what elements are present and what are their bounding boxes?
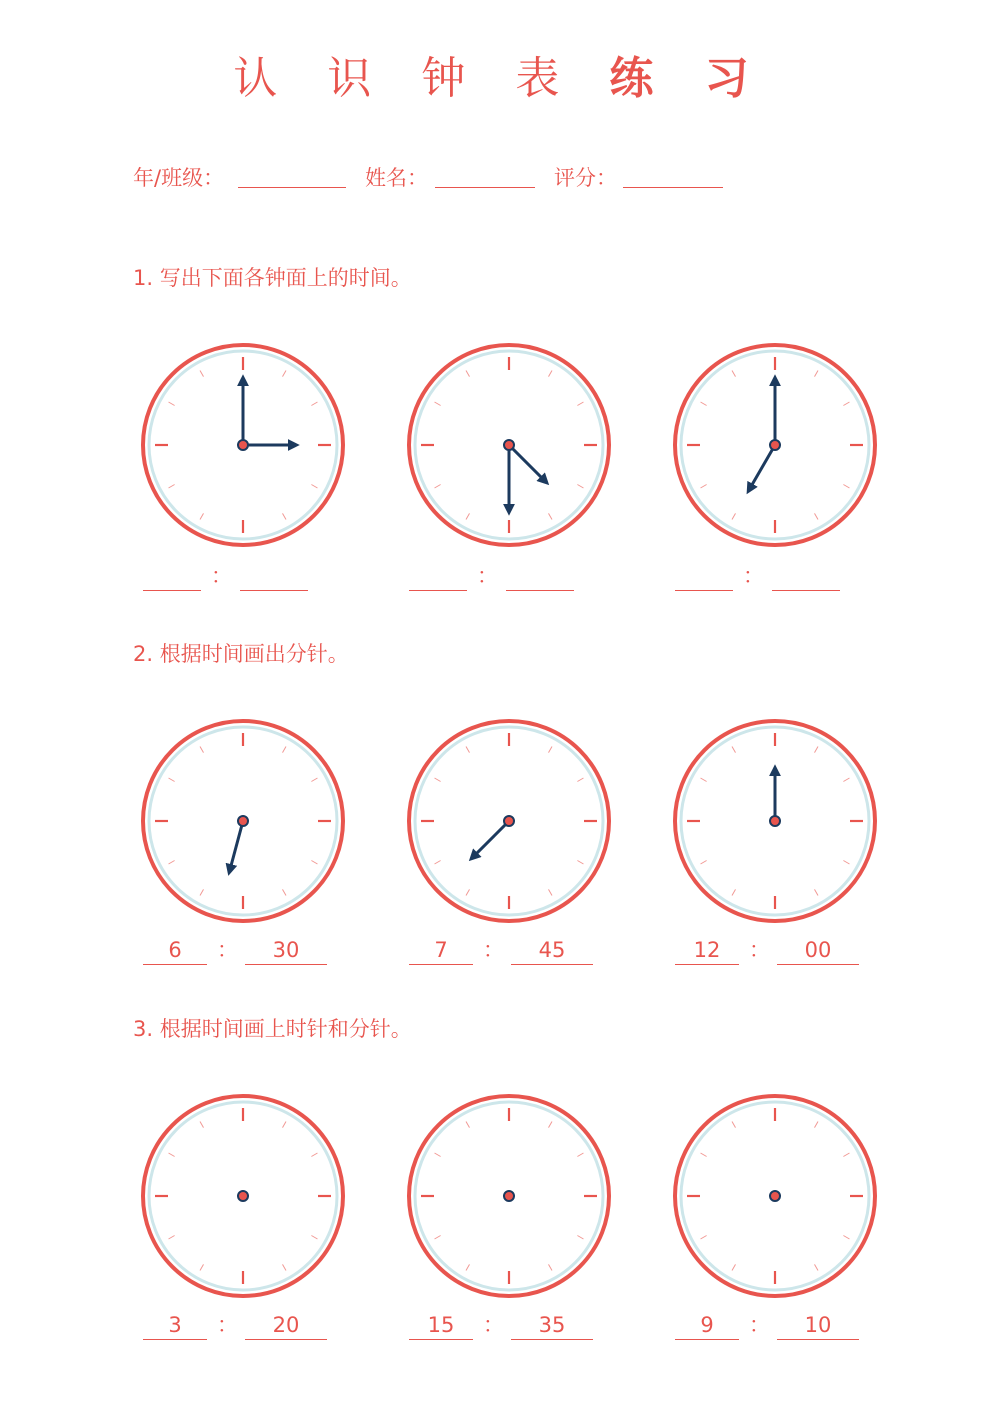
hour-tick [169, 861, 175, 865]
hour-tick [435, 485, 441, 489]
hour-tick [843, 861, 849, 865]
clock-face[interactable] [670, 716, 880, 926]
hour-tick [732, 747, 736, 753]
clock-center [504, 440, 514, 450]
score-label: 评分： [554, 166, 617, 190]
clock-face[interactable] [670, 340, 880, 550]
hour-tick [200, 513, 204, 519]
clock-center [504, 816, 514, 826]
minutes-field[interactable] [772, 562, 840, 591]
minutes-field[interactable]: 20 [245, 1311, 327, 1340]
hour-tick [843, 402, 849, 406]
time-colon: ： [483, 1313, 504, 1337]
clock-face[interactable] [138, 716, 348, 926]
hours-field[interactable]: 15 [409, 1311, 473, 1340]
time-answer [409, 562, 639, 592]
hour-tick [200, 1122, 204, 1128]
hour-tick [283, 747, 287, 753]
hour-tick [815, 1264, 819, 1270]
clock-center [770, 1191, 780, 1201]
hour-tick [577, 861, 583, 865]
hour-tick [732, 371, 736, 377]
clock-face[interactable] [670, 1091, 880, 1301]
hour-tick [815, 1122, 819, 1128]
time-answer [675, 562, 905, 592]
clock-face[interactable] [404, 716, 614, 926]
hour-tick [701, 861, 707, 865]
time-colon: ： [743, 564, 764, 588]
hour-tick [283, 889, 287, 895]
score-field[interactable] [623, 187, 723, 188]
class-label: 年/班级： [133, 166, 225, 190]
hour-tick [311, 1236, 317, 1240]
hour-tick [466, 513, 470, 519]
clock-center [770, 816, 780, 826]
clock-center [770, 440, 780, 450]
hours-field[interactable] [409, 562, 467, 591]
hour-tick [283, 371, 287, 377]
hour-tick [435, 861, 441, 865]
hour-tick [815, 889, 819, 895]
hour-tick [549, 1122, 553, 1128]
section-3-heading: 3. 根据时间画上时针和分针。 [133, 1017, 412, 1041]
clock-face[interactable] [404, 1091, 614, 1301]
clock-center [238, 440, 248, 450]
hour-tick [466, 889, 470, 895]
hour-hand [509, 445, 546, 482]
clock-center [238, 816, 248, 826]
name-label: 姓名： [365, 166, 428, 190]
hour-hand [472, 821, 509, 858]
hour-tick [200, 747, 204, 753]
time-colon: ： [483, 938, 504, 962]
title-bold: 练 习 [609, 53, 767, 104]
hours-field[interactable]: 12 [675, 936, 739, 965]
minutes-field[interactable]: 10 [777, 1311, 859, 1340]
hours-field[interactable]: 6 [143, 936, 207, 965]
hour-tick [549, 513, 553, 519]
clock-face[interactable] [138, 1091, 348, 1301]
section-1-heading: 1. 写出下面各钟面上的时间。 [133, 266, 412, 290]
time-answer [409, 1311, 639, 1341]
hour-tick [311, 861, 317, 865]
hour-tick [283, 1264, 287, 1270]
hour-tick [701, 1153, 707, 1157]
hour-tick [466, 1264, 470, 1270]
hour-tick [283, 513, 287, 519]
hour-tick [169, 1153, 175, 1157]
hour-tick [200, 371, 204, 377]
time-answer [143, 936, 373, 966]
time-answer [675, 936, 905, 966]
hour-tick [466, 1122, 470, 1128]
hour-tick [732, 1122, 736, 1128]
minutes-field[interactable] [506, 562, 574, 591]
time-colon: ： [477, 564, 498, 588]
hours-field[interactable]: 9 [675, 1311, 739, 1340]
hour-tick [435, 1153, 441, 1157]
clock-center [504, 1191, 514, 1201]
hour-tick [169, 778, 175, 782]
hour-tick [843, 485, 849, 489]
time-answer [675, 1311, 905, 1341]
hour-tick [435, 1236, 441, 1240]
time-answer [409, 936, 639, 966]
hour-tick [815, 747, 819, 753]
clock-center [238, 1191, 248, 1201]
hours-field[interactable] [143, 562, 201, 591]
hour-tick [283, 1122, 287, 1128]
hour-tick [577, 1236, 583, 1240]
hours-field[interactable]: 3 [143, 1311, 207, 1340]
hour-tick [549, 747, 553, 753]
hour-tick [435, 778, 441, 782]
hour-tick [701, 1236, 707, 1240]
hour-tick [701, 778, 707, 782]
minutes-field[interactable]: 35 [511, 1311, 593, 1340]
hour-tick [549, 1264, 553, 1270]
hour-tick [311, 485, 317, 489]
hour-tick [843, 1236, 849, 1240]
hour-tick [435, 402, 441, 406]
clock-face[interactable] [404, 340, 614, 550]
hour-tick [311, 778, 317, 782]
hour-tick [169, 1236, 175, 1240]
hours-field[interactable] [675, 562, 733, 591]
hour-tick [577, 402, 583, 406]
hour-tick [732, 513, 736, 519]
time-colon: ： [217, 1313, 238, 1337]
time-colon: ： [211, 564, 232, 588]
hour-hand [230, 821, 243, 871]
hour-tick [311, 1153, 317, 1157]
hour-tick [200, 1264, 204, 1270]
class-field[interactable] [238, 187, 346, 188]
time-answer [143, 562, 373, 592]
hour-tick [311, 402, 317, 406]
hour-tick [549, 371, 553, 377]
hour-tick [466, 747, 470, 753]
hours-field[interactable]: 7 [409, 936, 473, 965]
hour-tick [577, 485, 583, 489]
time-colon: ： [217, 938, 238, 962]
clock-face[interactable] [138, 340, 348, 550]
hour-tick [200, 889, 204, 895]
name-field[interactable] [435, 187, 535, 188]
hour-tick [549, 889, 553, 895]
hour-tick [815, 371, 819, 377]
section-2-heading: 2. 根据时间画出分针。 [133, 642, 349, 666]
hour-tick [169, 485, 175, 489]
hour-tick [815, 513, 819, 519]
page-title [0, 42, 1000, 106]
title-light: 认 识 钟 表 [233, 53, 610, 104]
time-answer [143, 1311, 373, 1341]
hour-tick [577, 1153, 583, 1157]
hour-tick [169, 402, 175, 406]
minutes-field[interactable]: 30 [245, 936, 327, 965]
hour-tick [701, 485, 707, 489]
time-colon: ： [749, 1313, 770, 1337]
hour-tick [466, 371, 470, 377]
hour-tick [843, 778, 849, 782]
hour-tick [732, 1264, 736, 1270]
minutes-field[interactable]: 00 [777, 936, 859, 965]
hour-tick [577, 778, 583, 782]
hour-tick [843, 1153, 849, 1157]
minutes-field[interactable] [240, 562, 308, 591]
hour-hand [749, 445, 775, 490]
time-colon: ： [749, 938, 770, 962]
hour-tick [701, 402, 707, 406]
minutes-field[interactable]: 45 [511, 936, 593, 965]
hour-tick [732, 889, 736, 895]
